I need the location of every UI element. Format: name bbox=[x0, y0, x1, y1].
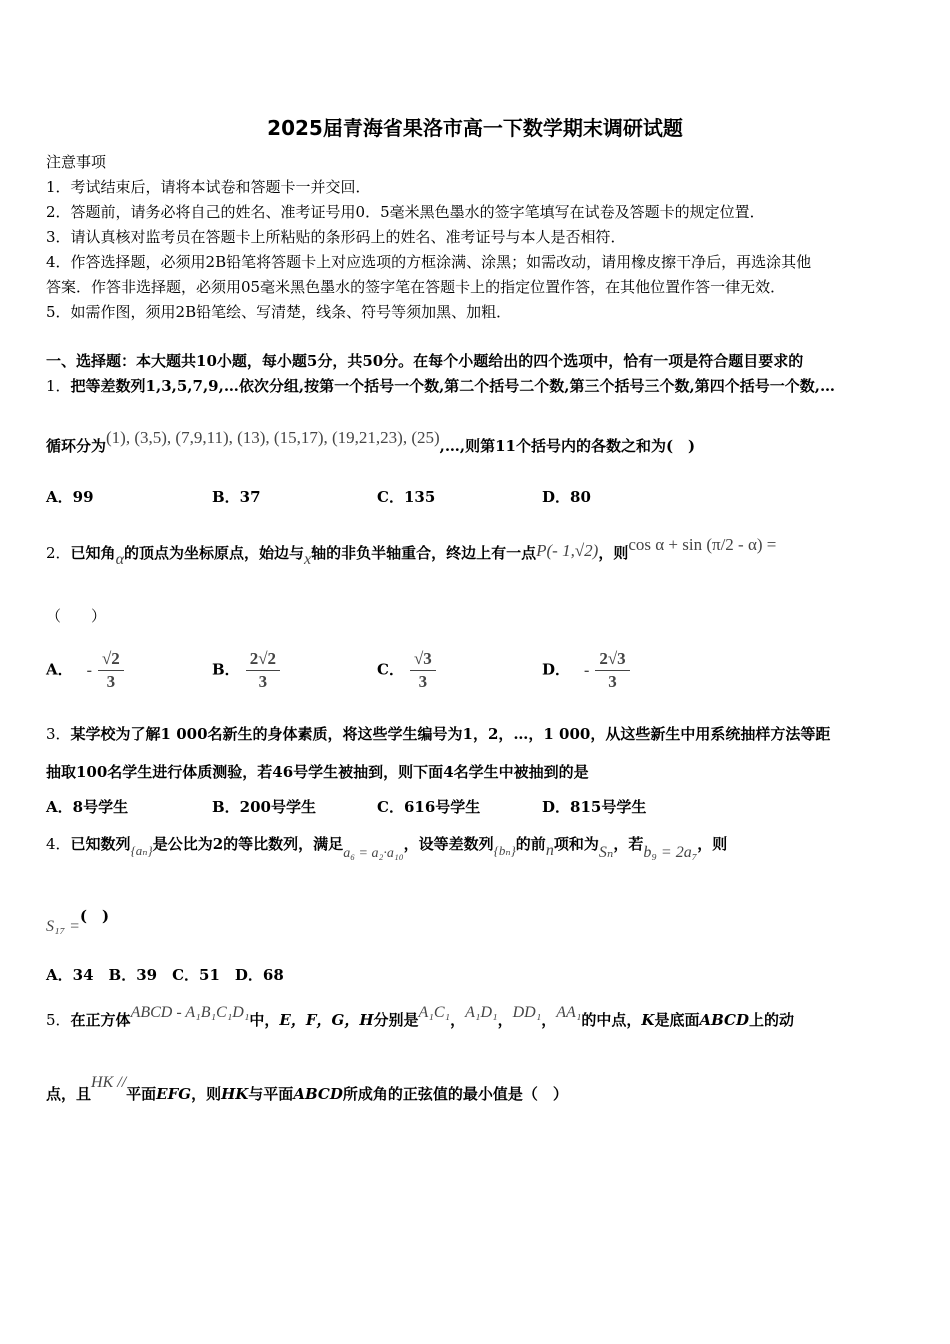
q4-condition-1: a₆ = a₂·a₁₀ bbox=[343, 846, 404, 861]
q4-text-6: ，若 bbox=[613, 835, 644, 853]
q2-option-d bbox=[542, 648, 630, 693]
denominator: 3 bbox=[106, 672, 116, 691]
numerator: √2 bbox=[98, 648, 124, 671]
q5-line2-a: 点，且 bbox=[46, 1085, 92, 1103]
q3-option-b: B．200号学生 bbox=[212, 798, 316, 816]
q5-text-6: 上的动 bbox=[749, 1011, 795, 1029]
q2-text-2: 的顶点为坐标原点，始边与 bbox=[123, 544, 304, 562]
question-3-line-2: 抽取100名学生进行体质测验，若46号学生被抽到，则下面4名学生中被抽到的是 bbox=[46, 763, 589, 781]
minus-sign: - bbox=[584, 661, 590, 679]
notice-item-3: 3．请认真核对监考员在答题卡上所粘贴的条形码上的姓名、准考证号与本人是否相符． bbox=[46, 228, 626, 246]
q1-option-b: B．37 bbox=[212, 488, 261, 506]
question-number: 5． bbox=[46, 1011, 71, 1029]
q2-expression: cos α + sin (π/2 - α) = bbox=[628, 535, 777, 554]
q1-option-d: D．80 bbox=[542, 488, 591, 506]
q4-s17: S₁₇ = bbox=[46, 918, 80, 935]
q2-point: P(- 1,√2) bbox=[536, 541, 599, 560]
q4-condition-2: b₉ = 2a₇ bbox=[643, 844, 698, 861]
q1-option-c: C．135 bbox=[377, 488, 436, 506]
notice-item-4: 4．作答选择题，必须用2B铅笔将答题卡上对应选项的方框涂满、涂黑；如需改动，请用橡皮擦干净后，再选涂其他 bbox=[46, 253, 812, 271]
question-number: 1． bbox=[46, 377, 71, 395]
q2-text-4: ，则 bbox=[598, 544, 629, 562]
question-4-line-1 bbox=[46, 834, 728, 861]
q5-abcd: ABCD bbox=[699, 1011, 749, 1029]
q4-text-5: 项和为 bbox=[553, 835, 599, 853]
q5-line2-b: 平面 bbox=[126, 1085, 157, 1103]
q4-seq-a: {aₙ} bbox=[130, 843, 153, 858]
q4-options: A．34 B．39 C．51 D．68 bbox=[46, 966, 284, 984]
page-title: 2025届青海省果洛市高一下数学期末调研试题 bbox=[267, 116, 683, 140]
notice-item-4-cont: 答案．作答非选择题，必须用05毫米黑色墨水的签字笔在答题卡上的指定位置作答，在其他位置作答一律无效． bbox=[46, 278, 786, 296]
q5-text-1: 在正方体 bbox=[70, 1011, 131, 1029]
q5-text-4: 的中点， bbox=[581, 1011, 642, 1029]
question-3-line-1 bbox=[46, 724, 830, 744]
question-3-text: 某学校为了解1 000名新生的身体素质，将这些学生编号为1，2，…，1 000，从这些新生中用系统抽样方法等距 bbox=[70, 725, 831, 743]
question-1-prefix: 循环分为 bbox=[46, 437, 107, 455]
minus-sign: - bbox=[86, 661, 92, 679]
denominator: 3 bbox=[418, 672, 428, 691]
q4-paren: ( ) bbox=[79, 907, 110, 925]
q2-x: x bbox=[303, 551, 312, 568]
option-label: A． bbox=[46, 660, 73, 679]
q4-sn: Sₙ bbox=[598, 844, 614, 861]
q4-text-2: 是公比为2的等比数列，满足 bbox=[152, 835, 344, 853]
q3-option-d: D．815号学生 bbox=[542, 798, 647, 816]
q5-k: K bbox=[641, 1011, 655, 1029]
comma: ， bbox=[497, 1011, 513, 1029]
fraction bbox=[246, 648, 280, 693]
question-1-groups: (1), (3,5), (7,9,11), (13), (15,17), (19,21,23), (25) bbox=[106, 428, 440, 447]
q2-text-3: 轴的非负半轴重合，终边上有一点 bbox=[311, 544, 537, 562]
fraction bbox=[410, 648, 436, 693]
q5-text-2: 中， bbox=[249, 1011, 280, 1029]
q5-text-3: 分别是 bbox=[373, 1011, 419, 1029]
q3-option-a: A．8号学生 bbox=[46, 798, 129, 816]
q4-text-4: 的前 bbox=[515, 835, 546, 853]
denominator: 3 bbox=[258, 672, 268, 691]
q5-line2-d: 与平面 bbox=[248, 1085, 294, 1103]
q5-edge-2: A₁D₁ bbox=[465, 1004, 498, 1021]
q2-option-a bbox=[46, 648, 124, 693]
comma: ， bbox=[450, 1011, 466, 1029]
fraction bbox=[595, 648, 629, 693]
q5-text-5: 是底面 bbox=[654, 1011, 700, 1029]
q5-hk-parallel: HK // bbox=[91, 1074, 127, 1091]
comma: ， bbox=[541, 1011, 557, 1029]
notice-item-5: 5．如需作图，须用2B铅笔绘、写清楚，线条、符号等须加黑、加粗． bbox=[46, 303, 512, 321]
q5-efg: EFG bbox=[156, 1085, 192, 1103]
q5-edge-4: AA₁ bbox=[556, 1004, 582, 1021]
q5-line2-c: ，则 bbox=[191, 1085, 222, 1103]
numerator: 2√2 bbox=[246, 648, 280, 671]
q4-text-3: ，设等差数列 bbox=[403, 835, 494, 853]
numerator: 2√3 bbox=[595, 648, 629, 671]
q1-option-a: A．99 bbox=[46, 488, 94, 506]
numerator: √3 bbox=[410, 648, 436, 671]
q5-edge-1: A₁C₁ bbox=[418, 1004, 451, 1021]
q5-abcd-2: ABCD bbox=[293, 1085, 343, 1103]
q2-option-b bbox=[212, 648, 280, 693]
q4-seq-b: {bₙ} bbox=[493, 843, 516, 858]
q5-edge-3: DD₁ bbox=[512, 1004, 542, 1021]
q2-alpha: α bbox=[115, 551, 124, 568]
question-1-line-2 bbox=[46, 428, 696, 456]
notice-item-1: 1．考试结束后，请将本试卷和答题卡一并交回． bbox=[46, 178, 371, 196]
q5-points: E，F，G，H bbox=[279, 1011, 374, 1029]
q2-option-c bbox=[377, 648, 436, 693]
question-4-line-2 bbox=[46, 906, 110, 935]
question-1-line-1 bbox=[46, 376, 835, 396]
question-1-suffix: ,…,则第11个括号内的各数之和为( ) bbox=[439, 437, 696, 455]
section-heading: 一、选择题：本大题共10小题，每小题5分，共50分。在每个小题给出的四个选项中，恰有一项是符合题目要求的 bbox=[46, 352, 804, 370]
fraction bbox=[98, 648, 124, 693]
q5-cube: ABCD - A₁B₁C₁D₁ bbox=[130, 1004, 250, 1021]
q2-paren: （ ） bbox=[46, 607, 107, 625]
q5-line2-e: 所成角的正弦值的最小值是（ ） bbox=[342, 1085, 568, 1103]
question-1-text: 把等差数列1,3,5,7,9,…依次分组,按第一个括号一个数,第二个括号二个数,第三个括号三个数,第四个括号一个数,… bbox=[70, 377, 835, 395]
option-label: D． bbox=[542, 660, 571, 679]
q4-text-1: 已知数列 bbox=[70, 835, 131, 853]
option-label: C． bbox=[377, 660, 404, 679]
question-5-line-1 bbox=[46, 1004, 795, 1031]
q3-option-c: C．616号学生 bbox=[377, 798, 481, 816]
q2-text-1: 已知角 bbox=[70, 544, 116, 562]
q5-hk: HK bbox=[221, 1085, 249, 1103]
q4-n: n bbox=[545, 842, 554, 859]
question-number: 3． bbox=[46, 725, 71, 743]
question-5-line-2 bbox=[46, 1074, 568, 1105]
denominator: 3 bbox=[608, 672, 617, 691]
option-label: B． bbox=[212, 660, 240, 679]
question-number: 4． bbox=[46, 835, 71, 853]
q4-text-7: ，则 bbox=[697, 835, 728, 853]
question-2-line-1 bbox=[46, 535, 777, 568]
notice-heading: 注意事项 bbox=[46, 153, 107, 171]
notice-item-2: 2．答题前，请务必将自己的姓名、准考证号用0．5毫米黑色墨水的签字笔填写在试卷及答题卡的规定位置． bbox=[46, 203, 765, 221]
question-number: 2． bbox=[46, 544, 71, 562]
